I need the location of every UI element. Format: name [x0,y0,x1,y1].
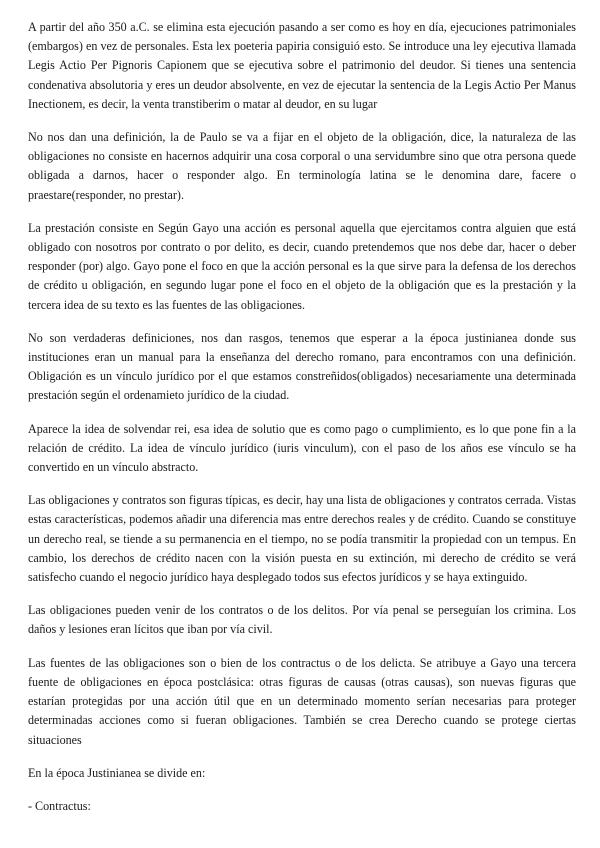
paragraph-solutio: Aparece la idea de solvendar rei, esa idea de solutio que es como pago o cumplimiento, es lo que pone fin a la relación de crédito. La idea de vínculo jurídico (iuris vinculum), con el paso de los años ese vínculo se ha convertido en un vínculo abstracto. [28,421,576,475]
paragraph-contratos-delitos: Las obligaciones pueden venir de los contratos o de los delitos. Por vía penal se perseguían los crimina. Los daños y lesiones eran lícitos que iban por vía civil. [28,603,576,637]
paragraph-ejecucion-patrimonial: A partir del año 350 a.C. se elimina esta ejecución pasando a ser como es hoy en día, ejecuciones patrimoniales (embargos) en vez de personales. Esta lex poeteria papiria consiguió esto. Se introduce una ley ejecutiva llamada Legis Actio Per Pignoris Capionem que se ejecutiva sobre el patrimonio del deudor. Si tienes una sentencia condenativa absolutoria y eres un deudor absolvente, en vez de ejecutar la sentencia de la Legis Actio Per Manus Inectionem, es decir, la venta transtiberim o matar al deudor, en su lugar [28,20,576,111]
paragraph-definicion-justinianea: No son verdaderas definiciones, nos dan rasgos, tenemos que esperar a la época justinianea donde sus instituciones eran un manual para la enseñanza del derecho romano, para encontramos con una definición. Obligación es un vínculo jurídico por el que estamos constreñidos(obligados) necesariamente una determinada prestación según el ordenamieto jurídico de la ciudad. [28,330,576,403]
paragraph-epoca-justinianea: En la época Justinianea se divide en: [28,765,206,780]
paragraph-prestacion-gayo: La prestación consiste en Según Gayo una acción es personal aquella que ejercitamos contra alguien que está obligado con nosotros por contrato o por delito, es decir, cuando pretendemos que nos debe dar, hacer o deber responder (por) algo. Gayo pone el foco en que la acción personal es la que sirve para la defensa de los derechos de crédito u obligación, en segundo lugar pone el foco en el objeto de la obligación que es la prestación y la tercera idea de su texto es las fuentes de las obligaciones. [28,220,576,312]
paragraph-fuentes-obligaciones: Las fuentes de las obligaciones son o bien de los contractus o de los delicta. Se atribuye a Gayo una tercera fuente de obligaciones en época postclásica: otras figuras de causas (otras causas), son nuevas figuras que estarían protegidas por una acción útil que en un determinado momento serían necesarias para proteger determinadas acciones como si fueran obligaciones. También se crea Derecho cuando se protege ciertas situaciones [28,655,576,747]
paragraph-figuras-tipicas: Las obligaciones y contratos son figuras típicas, es decir, hay una lista de obligaciones y contratos cerrada. Vistas estas características, podemos añadir una diferencia mas entre derechos reales y de crédito. Cuando se constituye un derecho real, se tiende a su permanencia en el tiempo, no se podía transmitir la propiedad con un tempus. En cambio, los derechos de crédito nacen con la visión puesta en su extinción, mi derecho de crédito se verá satisfecho cuando el negocio jurídico haya desplegado todos sus efectos jurídicos y se haya extinguido. [28,493,576,585]
list-item-contractus: - Contractus: [28,798,91,813]
paragraph-definicion-paulo: No nos dan una definición, la de Paulo se va a fijar en el objeto de la obligación, dice, la naturaleza de las obligaciones no consiste en hacernos adquirir una cosa corporal o una servidumbre sino que otra persona quede obligada a darnos, hacer o responder algo. En terminología latina se le denomina dare, facere o praestare(responder, no prestar). [28,130,576,202]
